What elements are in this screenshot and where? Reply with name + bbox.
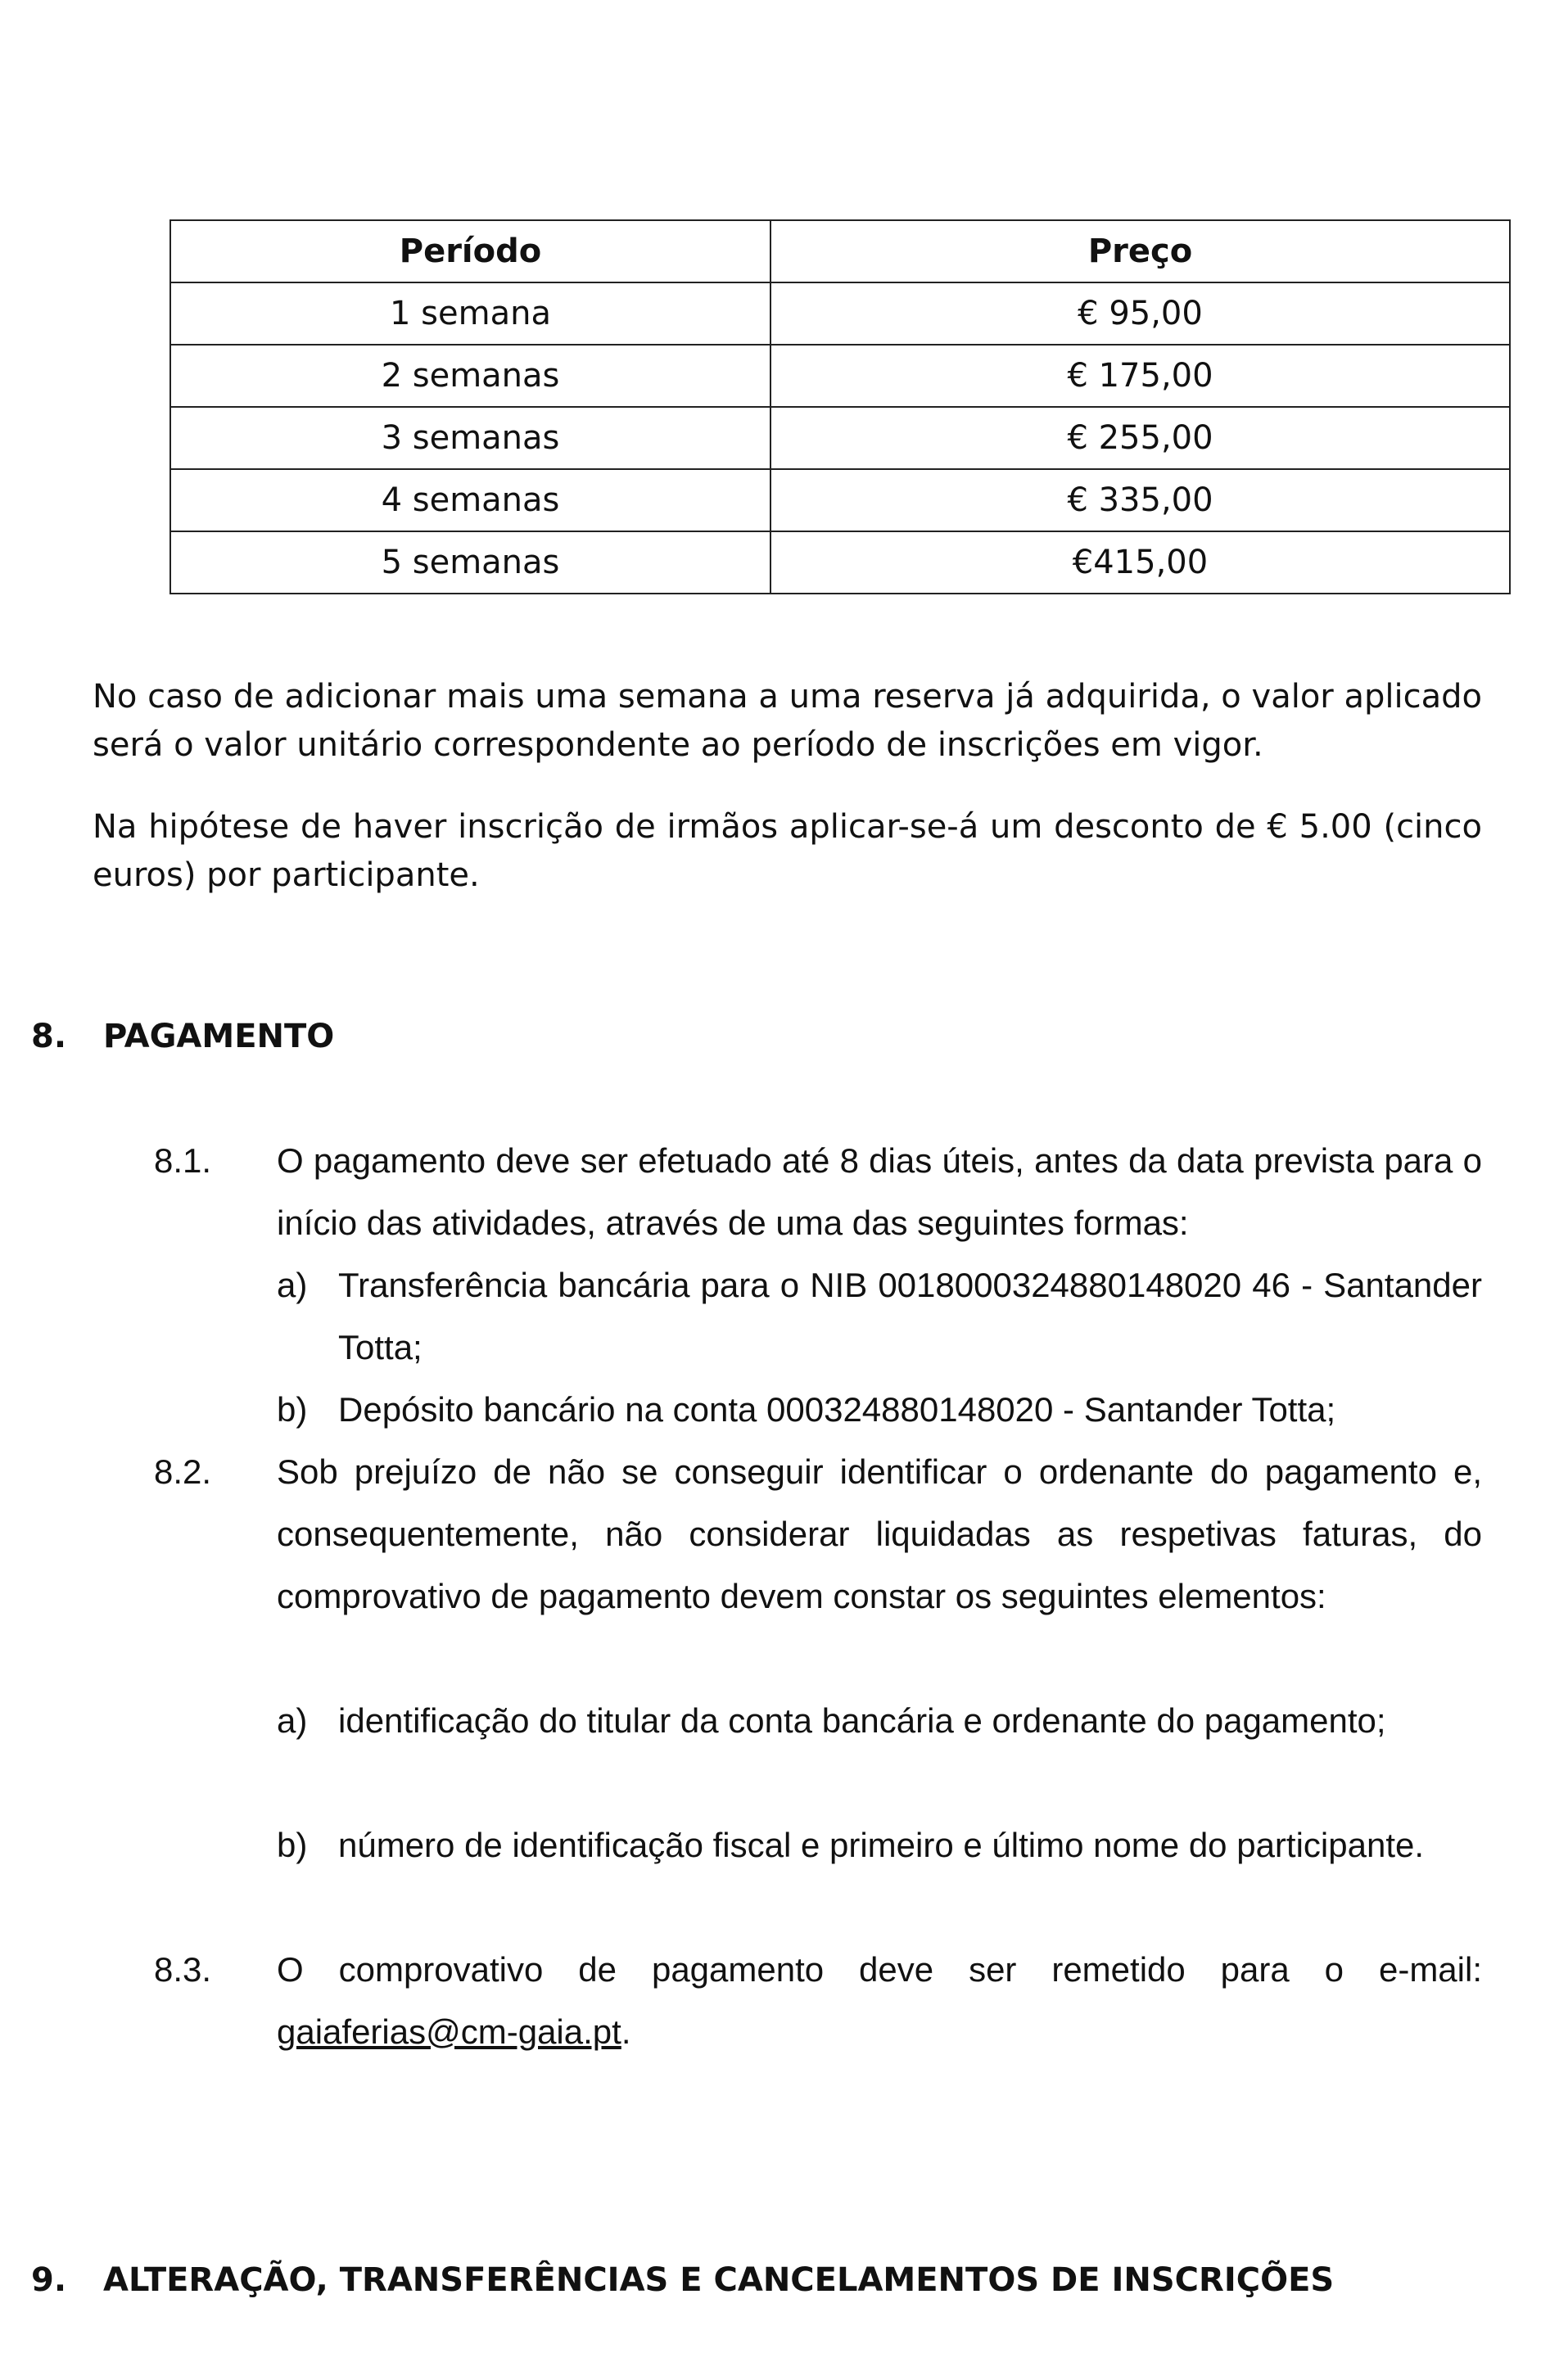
clause-text: O pagamento deve ser efetuado até 8 dias úteis, antes da data prevista para o início das atividades, através de uma das seguintes formas: bbox=[277, 1141, 1482, 1242]
price-cell: € 335,00 bbox=[770, 469, 1510, 531]
clause-8-1 bbox=[154, 1130, 1482, 1254]
subclause-label: b) bbox=[277, 1826, 308, 1864]
clause-8-2-b bbox=[277, 1814, 1482, 1939]
table-row bbox=[170, 282, 1510, 345]
price-cell: € 95,00 bbox=[770, 282, 1510, 345]
subclause-label: a) bbox=[277, 1266, 308, 1304]
price-cell: € 175,00 bbox=[770, 345, 1510, 407]
period-cell: 2 semanas bbox=[170, 345, 770, 407]
email-link[interactable]: gaiaferias@cm-gaia.pt bbox=[277, 2012, 621, 2051]
subclause-text: número de identificação fiscal e primeiro e último nome do participante. bbox=[338, 1826, 1425, 1864]
section-title: PAGAMENTO bbox=[103, 1018, 335, 1055]
column-header-period: Período bbox=[170, 220, 770, 282]
table-row bbox=[170, 531, 1510, 594]
table-row bbox=[170, 469, 1510, 531]
section-heading-8 bbox=[31, 1020, 334, 1053]
clause-text bbox=[277, 1939, 1482, 2063]
price-cell: €415,00 bbox=[770, 531, 1510, 594]
period-cell: 3 semanas bbox=[170, 407, 770, 469]
section-number: 8. bbox=[31, 1018, 67, 1055]
price-table bbox=[169, 219, 1511, 594]
paragraph-sibling-discount: Na hipótese de haver inscrição de irmãos aplicar-se-á um desconto de € 5.00 (cinco euros) por participante. bbox=[93, 808, 1482, 894]
clause-text: Sob prejuízo de não se conseguir identificar o ordenante do pagamento e, consequentemente, não considerar liquidadas as respetivas faturas, do comprovativo de pagamento devem constar os seguintes elementos: bbox=[277, 1452, 1482, 1615]
clause-8-2-a bbox=[277, 1690, 1482, 1814]
period-cell: 4 semanas bbox=[170, 469, 770, 531]
section-title: ALTERAÇÃO, TRANSFERÊNCIAS E CANCELAMENTOS DE INSCRIÇÕES bbox=[103, 2261, 1335, 2299]
subclause-label: b) bbox=[277, 1390, 308, 1429]
price-cell: € 255,00 bbox=[770, 407, 1510, 469]
clause-trailing-punctuation: . bbox=[621, 2012, 631, 2051]
period-cell: 1 semana bbox=[170, 282, 770, 345]
period-cell: 5 semanas bbox=[170, 531, 770, 594]
clause-label: 8.1. bbox=[154, 1141, 212, 1180]
paragraph-additional-week: No caso de adicionar mais uma semana a uma reserva já adquirida, o valor aplicado será o valor unitário correspondente ao período de inscrições em vigor. bbox=[93, 678, 1482, 764]
section-number: 9. bbox=[31, 2261, 67, 2299]
subclause-label: a) bbox=[277, 1701, 308, 1740]
table-row bbox=[170, 407, 1510, 469]
clause-label: 8.3. bbox=[154, 1950, 212, 1989]
table-row bbox=[170, 345, 1510, 407]
clause-text-body: O comprovativo de pagamento deve ser remetido para o e-mail: bbox=[277, 1950, 1482, 1989]
clause-8-2 bbox=[154, 1441, 1482, 1690]
section-heading-9 bbox=[31, 2261, 1335, 2299]
subclause-text: Transferência bancária para o NIB 0018000324880148020 46 - Santander Totta; bbox=[338, 1266, 1482, 1366]
subclause-text: Depósito bancário na conta 000324880148020 - Santander Totta; bbox=[338, 1390, 1336, 1429]
clause-8-1-b bbox=[277, 1379, 1482, 1441]
subclause-text: identificação do titular da conta bancária e ordenante do pagamento; bbox=[338, 1701, 1386, 1740]
table-header-row bbox=[170, 220, 1510, 282]
column-header-price: Preço bbox=[770, 220, 1510, 282]
clause-label: 8.2. bbox=[154, 1452, 212, 1491]
clause-8-1-a bbox=[277, 1254, 1482, 1379]
clause-8-3 bbox=[154, 1939, 1482, 2063]
